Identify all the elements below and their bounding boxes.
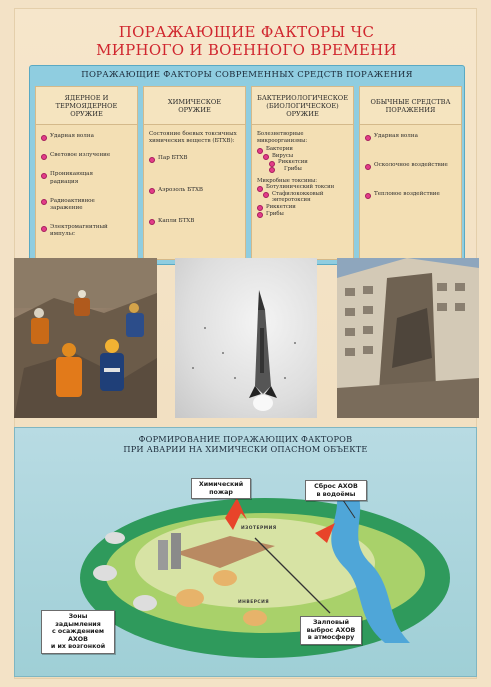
chemical-heading: ХИМИЧЕСКОЕ ОРУЖИЕ [144,87,245,125]
list-item: Стафилококковый энтеротоксин [257,191,342,204]
smoke-zones-callout: Зоны задымления с осаждением АХОВ и их возгонкой [41,610,115,654]
missile-photo [175,258,317,418]
rescuers-photo [14,258,157,418]
title-line-1: ПОРАЖАЮЩИЕ ФАКТОРЫ ЧС [118,23,375,41]
diagram-title: ФОРМИРОВАНИЕ ПОРАЖАЮЩИХ ФАКТОРОВ ПРИ АВАРИИ НА ХИМИЧЕСКИ ОПАСНОМ ОБЪЕКТЕ [123,434,368,454]
list-item: Световое излучение [41,152,132,159]
weapons-panel [29,65,465,265]
water-discharge-callout: Сброс АХОВ в водоёмы [305,480,367,501]
page-title [15,23,478,59]
list-item: Капли БТХВ [149,218,240,225]
weapons-panel-title: ПОРАЖАЮЩИЕ ФАКТОРЫ СОВРЕМЕННЫХ СРЕДСТВ ПОРАЖЕНИЯ [81,70,413,80]
collapsed-building-photo [337,258,479,418]
chemical-intro: Состояние боевых токсичных химических веществ (БТХВ): [149,131,237,145]
bio-intro: Болезнетворные микроорганизмы: [257,131,308,144]
chemical-accident-diagram [14,427,477,677]
bio-toxins-intro: Микробные токсины: [257,177,318,184]
bio-heading: БАКТЕРИОЛОГИЧЕСКОЕ (БИОЛОГИЧЕСКОЕ) ОРУЖИЕ [252,87,353,125]
list-item: Ударная волна [41,133,132,140]
inversion-label: ИНВЕРСИЯ [238,600,270,605]
bio-column [251,86,354,260]
list-item: Вирусы [257,153,348,160]
list-item: Радиоактивное заражение [41,198,106,212]
conventional-column [359,86,462,260]
list-item: Грибы [257,166,348,173]
list-item: Грибы [257,211,348,218]
list-item: Бактерии [257,146,348,153]
nuclear-heading: ЯДЕРНОЕ И ТЕРМОЯДЕРНОЕ ОРУЖИЕ [36,87,137,125]
list-item: Аэрозоль БТХВ [149,187,240,194]
chemical-fire-callout: Химический пожар [191,478,251,499]
title-line-2: МИРНОГО И ВОЕННОГО ВРЕМЕНИ [96,41,397,59]
nuclear-column [35,86,138,260]
list-item: Пар БТХВ [149,155,240,162]
list-item: Риккетсии [257,159,348,166]
list-item: Риккетсии [257,204,348,211]
list-item: Проникающая радиация [41,171,101,185]
list-item: Электромагнитный импульс [41,224,111,238]
isotherm-label: ИЗОТЕРМИЯ [241,526,277,531]
atmosphere-release-callout: Залповый выброс АХОВ в атмосферу [300,616,362,645]
list-item: Осколочное воздействие [365,162,456,169]
list-item: Тепловое воздействие [365,191,456,198]
conventional-heading: ОБЫЧНЫЕ СРЕДСТВА ПОРАЖЕНИЯ [360,87,461,125]
list-item: Ботулинический токсин [257,184,348,191]
chemical-column [143,86,246,260]
list-item: Ударная волна [365,133,456,140]
